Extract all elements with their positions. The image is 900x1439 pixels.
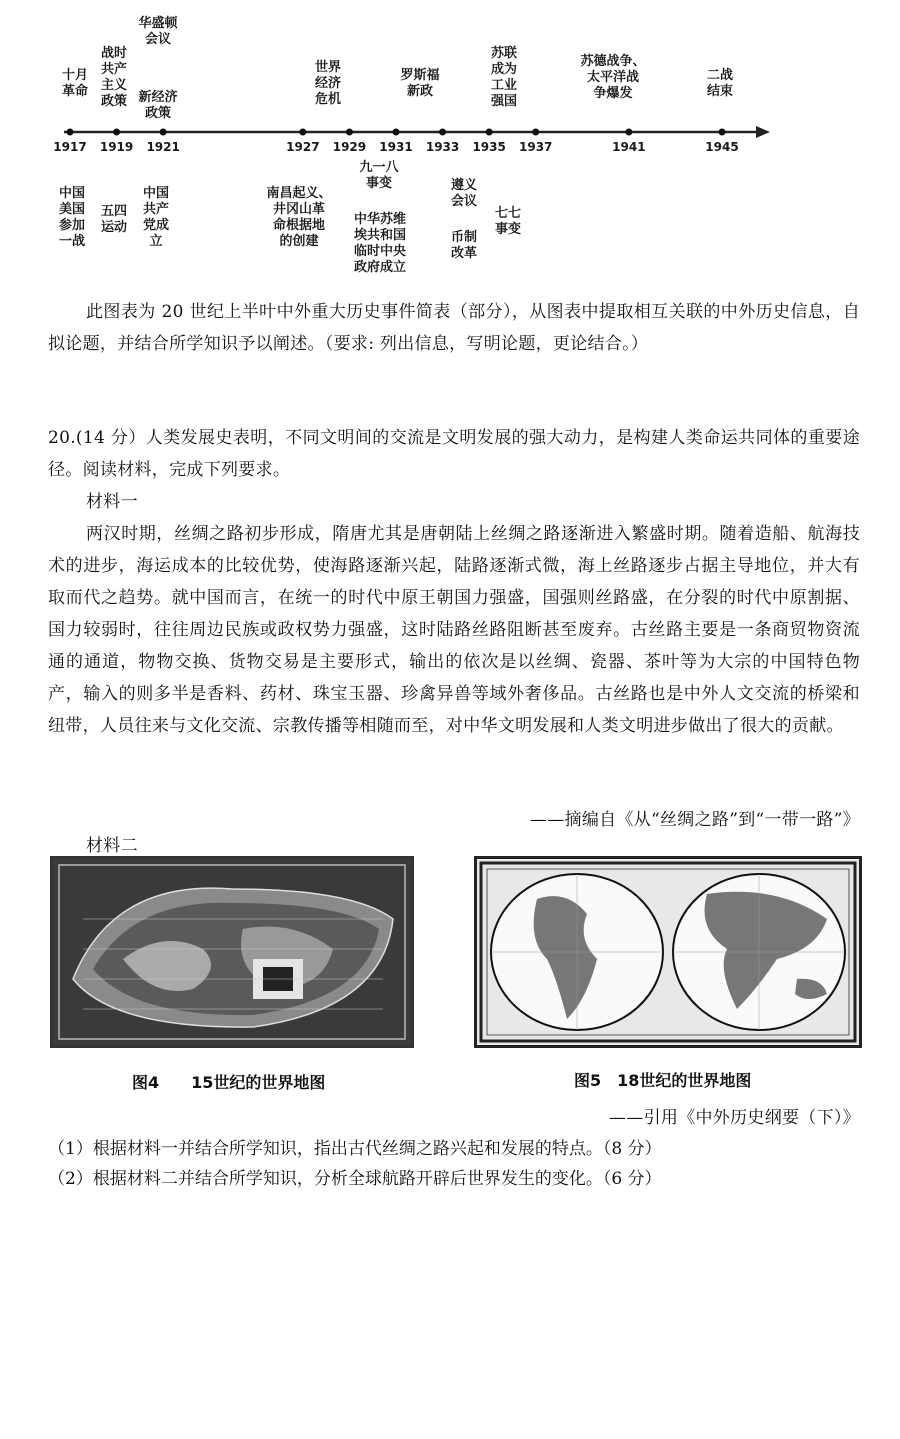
fig5-map-18th-century (474, 856, 862, 1048)
event-nanchang-uprising: 南昌起义、 井冈山革 命根据地 的创建 (266, 186, 332, 249)
timeline-dot-1941 (625, 129, 632, 136)
fig4-map-drawing (53, 859, 411, 1045)
timeline-dot-1933 (439, 129, 446, 136)
event-ww2-end: 二战 结束 (706, 68, 733, 99)
year-label-1917: 1917 (53, 140, 87, 154)
event-soviet-german-war: 苏德战争、 太平洋战 争爆发 (580, 54, 646, 101)
event-new-economic-policy: 新经济 政策 (138, 90, 178, 121)
event-zunyi-conference: 遵义 会议 (450, 178, 477, 209)
question-1: （1）根据材料一并结合所学知识，指出古代丝绸之路兴起和发展的特点。（8 分） (48, 1139, 662, 1159)
fig4-map-15th-century (50, 856, 414, 1048)
event-may-fourth: 五四 运动 (100, 204, 127, 235)
q20-intro: 20.(14 分）人类发展史表明，不同文明间的交流是文明发展的强大动力，是构建人类命运共同体的重要途径。阅读材料，完成下列要求。 (48, 428, 860, 480)
event-sept-18: 九一八 事变 (359, 160, 399, 191)
year-label-1937: 1937 (519, 140, 553, 154)
timeline-dot-1935 (486, 129, 493, 136)
material1-text: 两汉时期，丝绸之路初步形成，隋唐尤其是唐朝陆上丝绸之路逐渐进入繁盛时期。随着造船、航海技术的进步，海运成本的比较优势，使海路逐渐兴起，陆路逐渐式微，海上丝路逐步占据主导地位，并大有取而代之趋势。就中国而言，在统一的时代中原王朝国力强盛，国强则丝路盛，在分裂的时代中原割据、国力较弱时，往往周边民族或政权势力强盛，这时陆路丝路阻断甚至废弃。古丝路主要是一条商贸物资流通的通道，物物交换、货物交易是主要形式，输出的依次是以丝绸、瓷器、茶叶等为大宗的中国特色物产，输入的则多半是香料、药材、珠宝玉器、珍禽异兽等域外奢侈品。古丝路也是中外人文交流的桥梁和纽带，人员往来与文化交流、宗教传播等相随而至，对中华文明发展和人类文明进步做出了很大的贡献。 (48, 524, 860, 736)
year-label-1927: 1927 (286, 140, 320, 154)
event-ussr-industrial: 苏联 成为 工业 强国 (490, 46, 517, 109)
timeline-dot-1929 (346, 129, 353, 136)
material1-source: ——摘编自《从“丝绸之路”到“一带一路”》 (529, 810, 860, 830)
material1-label: 材料一 (86, 492, 138, 512)
timeline-dot-1917 (67, 129, 74, 136)
timeline-dot-1919 (113, 129, 120, 136)
timeline-arrow (756, 126, 770, 138)
year-label-1929: 1929 (332, 140, 367, 154)
event-china-us-ww1: 中国 美国 参加 一战 (58, 186, 85, 249)
year-label-1935: 1935 (472, 140, 506, 154)
timeline-dot-1931 (393, 129, 400, 136)
event-july-7: 七七 事变 (494, 206, 521, 237)
event-cpc-founded: 中国 共产 党成 立 (142, 186, 169, 249)
fig4-caption: 图4 15世纪的世界地图 (132, 1073, 326, 1092)
event-economic-crisis: 世界 经济 危机 (314, 60, 341, 107)
timeline-dot-1927 (299, 129, 306, 136)
material2-label: 材料二 (86, 836, 138, 856)
year-label-1921: 1921 (146, 140, 180, 154)
year-label-1941: 1941 (612, 140, 646, 154)
year-label-1919: 1919 (99, 140, 134, 154)
q19-prompt: 此图表为 20 世纪上半叶中外重大历史事件简表（部分），从图表中提取相互关联的中外历史信息，自拟论题，并结合所学知识予以阐述。（要求: 列出信息，写明论题，更论结合。） (48, 302, 860, 354)
year-label-1945: 1945 (705, 140, 739, 154)
timeline-chart (0, 0, 900, 290)
event-washington-conference: 华盛顿 会议 (138, 16, 178, 47)
event-october-revolution: 十月 革命 (61, 68, 88, 99)
year-label-1931: 1931 (379, 140, 413, 154)
event-soviet-republic: 中华苏维 埃共和国 临时中央 政府成立 (353, 212, 406, 275)
material2-source: ——引用《中外历史纲要（下）》 (609, 1108, 860, 1128)
fig5-caption: 图5 18世纪的世界地图 (574, 1071, 752, 1090)
year-label-1933: 1933 (425, 140, 460, 154)
question-2: （2）根据材料二并结合所学知识，分析全球航路开辟后世界发生的变化。（6 分） (48, 1169, 662, 1189)
timeline-dot-1921 (160, 129, 167, 136)
fig5-map-drawing (477, 859, 859, 1045)
timeline-dot-1945 (719, 129, 726, 136)
timeline-dot-1937 (532, 129, 539, 136)
event-roosevelt-new-deal: 罗斯福 新政 (400, 68, 440, 99)
event-war-communism: 战时 共产 主义 政策 (100, 46, 127, 109)
event-currency-reform: 币制 改革 (450, 230, 477, 261)
